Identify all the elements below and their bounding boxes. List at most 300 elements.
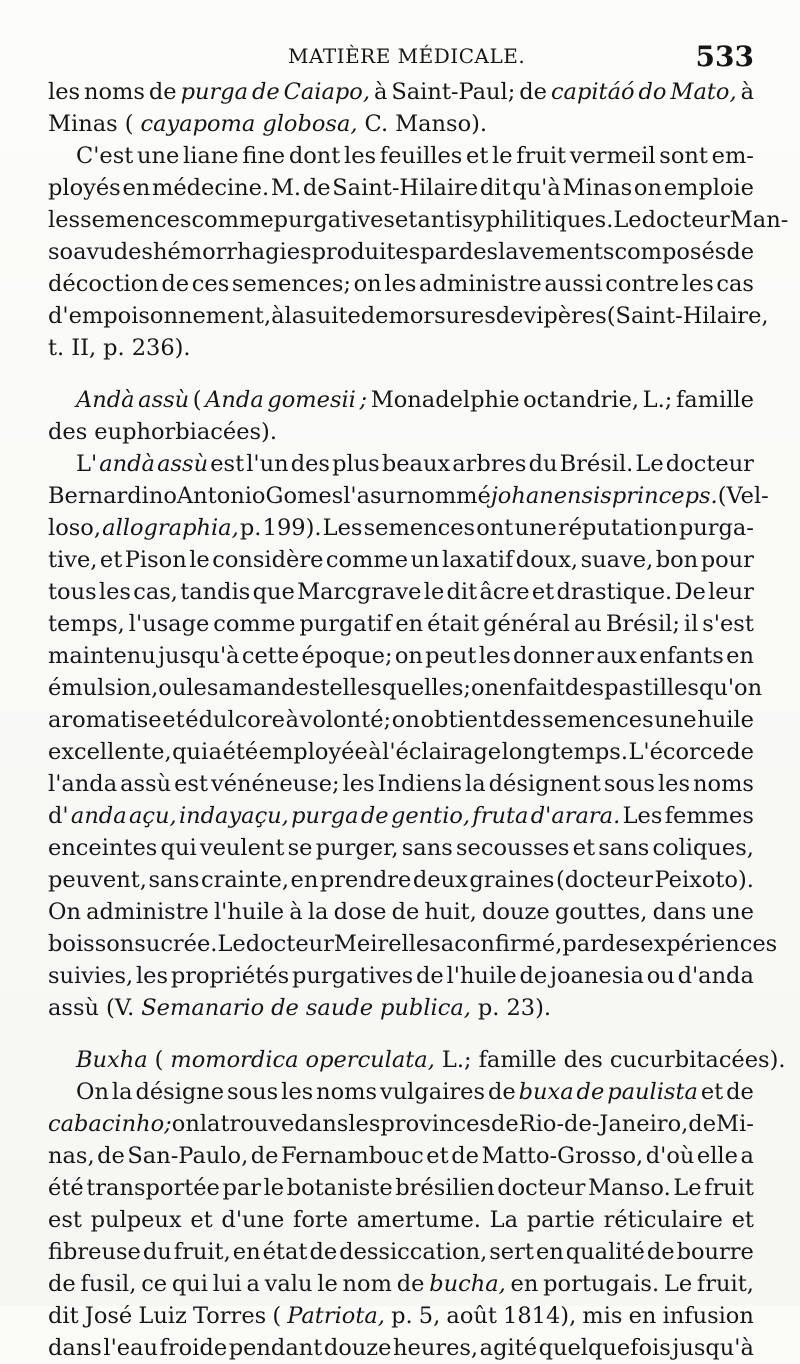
word: liane (183, 143, 239, 169)
word: Caiapo, (283, 79, 370, 105)
word: prendre (319, 867, 412, 893)
word: amertume. (356, 1207, 481, 1233)
word: dont (288, 143, 341, 169)
word: huit, (424, 899, 477, 925)
word: sans (148, 867, 200, 893)
word: les (342, 771, 375, 797)
word: saude (305, 995, 374, 1021)
word: Le (217, 931, 246, 957)
word: quelles; (381, 675, 471, 701)
word: p. (239, 515, 262, 541)
text-line (48, 480, 769, 512)
word: de (391, 899, 420, 925)
word: un (410, 547, 440, 573)
word: agité (479, 1335, 538, 1361)
word: de (416, 963, 444, 989)
word: trouve (220, 1111, 295, 1137)
word: par (222, 1175, 262, 1201)
word: Mato, (670, 79, 737, 105)
word: suivies, (48, 963, 134, 989)
word: est (48, 1207, 82, 1233)
word: sous (603, 771, 655, 797)
word: L'écorce (628, 739, 726, 765)
word: ( (154, 1047, 164, 1073)
word: il (683, 611, 699, 637)
word: des (48, 419, 88, 445)
word: le (189, 547, 210, 573)
word: des (458, 239, 499, 265)
word: de (726, 239, 755, 265)
word: p. (103, 335, 125, 361)
word: 199). (262, 515, 322, 541)
word: décoction (48, 271, 159, 297)
word: paulista (607, 1079, 698, 1105)
text-line (48, 1140, 754, 1172)
word: l'huile (446, 963, 517, 989)
word: tandis (180, 579, 251, 605)
word: docteur (641, 207, 730, 233)
word: comme (191, 207, 274, 233)
word: une (654, 707, 697, 733)
word: août (446, 1303, 497, 1329)
word: Indiens (377, 771, 462, 797)
word: princeps. (611, 483, 718, 509)
word: docteur (497, 1175, 586, 1201)
word: de (250, 1143, 279, 1169)
word: Saint-Paul; (391, 79, 516, 105)
word: so (48, 239, 74, 265)
word: Les (622, 803, 663, 829)
word: de (309, 1239, 338, 1265)
word: qui (172, 739, 209, 765)
word: qualité (565, 1239, 645, 1265)
word: surnommé (369, 483, 491, 509)
word: leur (708, 579, 754, 605)
word: de (271, 995, 299, 1021)
word: été (48, 1175, 84, 1201)
word: fruit, (696, 1271, 754, 1297)
word: transportée (86, 1175, 220, 1201)
word: les (478, 643, 511, 669)
text-line (48, 928, 778, 960)
word: San-Paulo, (127, 1143, 249, 1169)
word: (docteur (556, 867, 653, 893)
word: composés (614, 239, 727, 265)
word: qui (171, 1271, 208, 1297)
word: ployés (48, 175, 121, 201)
word: de (302, 175, 331, 201)
word: buxa (518, 1079, 574, 1105)
word: désigne (135, 1079, 225, 1105)
word: Luiz (138, 1303, 187, 1329)
word: dit (479, 175, 511, 201)
word: réputation (557, 515, 678, 541)
word: confirmé, (454, 931, 563, 957)
word: femmes (664, 803, 754, 829)
word: jusqu'à (672, 1335, 754, 1361)
text-line (48, 832, 754, 864)
word: sert (489, 1239, 534, 1265)
word: purgatif (299, 611, 392, 637)
word: vipères (523, 303, 607, 329)
word: provinces (380, 1111, 491, 1137)
text-line (48, 384, 754, 416)
word: cette (241, 643, 300, 669)
word: Patriota, (287, 1303, 385, 1329)
word: 23). (506, 995, 552, 1021)
word: a (208, 739, 223, 765)
word: allographia, (102, 515, 239, 541)
word: excellente, (48, 739, 172, 765)
text-line (48, 448, 754, 480)
word: se (287, 835, 313, 861)
word: de (360, 803, 389, 829)
word: à (271, 303, 285, 329)
word: purgatives (273, 207, 395, 233)
word: octandrie, (523, 387, 640, 413)
word: Minas (48, 111, 118, 137)
word: bourre (676, 1239, 754, 1265)
word: Torres (193, 1303, 267, 1329)
word: elle (696, 1143, 738, 1169)
word: des (563, 1047, 603, 1073)
word: secousses (455, 835, 570, 861)
text-line (48, 608, 754, 640)
word: de (487, 1079, 516, 1105)
word: produites (311, 239, 421, 265)
text-line (48, 736, 754, 768)
word: ou (646, 963, 675, 989)
word: de (251, 79, 280, 105)
word: qu'à (512, 175, 561, 201)
word: médecine. (152, 175, 270, 201)
word: ( (124, 111, 134, 137)
word: et (466, 143, 489, 169)
word: l'éclairage (382, 739, 502, 765)
word: froide (159, 1335, 228, 1361)
text-line (48, 1204, 754, 1236)
word: L' (76, 451, 98, 477)
word: les (681, 271, 714, 297)
word: telles (320, 675, 382, 701)
text-line (48, 1108, 754, 1140)
word: aromatise (48, 707, 162, 733)
text-line (48, 172, 754, 204)
word: d'où (645, 1143, 695, 1169)
word: cabacinho; (48, 1111, 172, 1137)
word: et (572, 835, 596, 861)
word: suite (305, 303, 361, 329)
word: contre (605, 271, 680, 297)
word: les (186, 675, 219, 701)
word: Antonio (176, 483, 266, 509)
word: dans (652, 899, 707, 925)
word: en (510, 1271, 539, 1297)
word: de (688, 1111, 717, 1137)
word: l'usage (128, 611, 210, 637)
word: peuvent, (48, 867, 147, 893)
word: pour (700, 547, 754, 573)
word: On (76, 1079, 109, 1105)
word: vénéneuse; (211, 771, 340, 797)
word: de (451, 1143, 479, 1169)
word: les (48, 79, 81, 105)
word: propriétés (170, 963, 290, 989)
word: de (726, 1079, 754, 1105)
word: les (135, 963, 169, 989)
word: de (519, 963, 548, 989)
word: bon (655, 547, 699, 573)
word: les (281, 1079, 314, 1105)
word: une (514, 515, 557, 541)
word: heures, (393, 1335, 479, 1361)
word: de (491, 1111, 519, 1137)
word: employée (258, 739, 368, 765)
word: Semanario (141, 995, 265, 1021)
word: cas (716, 271, 754, 297)
word: suave, (580, 547, 654, 573)
word: d'anda (677, 963, 754, 989)
word: noms (693, 771, 754, 797)
text-line (48, 512, 754, 544)
word: au (573, 611, 602, 637)
word: les (657, 771, 691, 797)
running-title: MATIÈRE MÉDICALE. (288, 44, 526, 68)
word: joanesia (549, 963, 644, 989)
word: à (373, 79, 388, 105)
word: désignent (488, 771, 601, 797)
word: expériences (640, 931, 778, 957)
word: donner (513, 643, 595, 669)
word: purgatives (291, 963, 414, 989)
word: purga- (678, 515, 754, 541)
word: operculata, (305, 1047, 435, 1073)
word: loso, (48, 515, 101, 541)
word: José (84, 1303, 133, 1329)
word: de (148, 79, 177, 105)
word: les (48, 207, 81, 233)
word: Peixoto). (654, 867, 754, 893)
word: le (492, 143, 513, 169)
word: douze (482, 899, 550, 925)
word: Matto-Grosso, (481, 1143, 644, 1169)
word: a (740, 1143, 754, 1169)
word: fine (242, 143, 286, 169)
word: a (440, 931, 455, 957)
word: du (142, 1239, 172, 1265)
word: émulsion, (48, 675, 159, 701)
word: Le (663, 1271, 693, 1297)
word: partie (526, 1207, 595, 1233)
word: édulcore (185, 707, 285, 733)
word: (V. (106, 995, 135, 1021)
text-line (48, 1172, 754, 1204)
word: douze (323, 1335, 392, 1361)
word: été (222, 739, 259, 765)
word: crainte, (201, 867, 289, 893)
text-line (48, 960, 754, 992)
word: C'est (76, 143, 134, 169)
word: l'eau (103, 1335, 159, 1361)
word: Marcgrave (297, 579, 422, 605)
word: les (98, 579, 131, 605)
word: laxatif (442, 547, 514, 573)
word: Buxha (76, 1047, 148, 1073)
word: d'une (221, 1207, 285, 1233)
word: semences (80, 207, 192, 233)
word: fruit (704, 1175, 754, 1201)
word: brésilien (395, 1175, 495, 1201)
word: à (368, 739, 382, 765)
word: ce (141, 1271, 168, 1297)
word: enfants (639, 643, 724, 669)
word: famille (675, 387, 754, 413)
word: à (740, 79, 754, 105)
word: cas, (133, 579, 178, 605)
word: le (263, 1175, 285, 1201)
word: vu (86, 239, 114, 265)
word: l'huile (213, 899, 285, 925)
text-line (48, 1044, 786, 1076)
word: graines (469, 867, 555, 893)
word: p. (477, 995, 500, 1021)
word: Anda (205, 387, 264, 413)
word: qui (160, 835, 197, 861)
word: comme (213, 611, 296, 637)
word: époque; (301, 643, 393, 669)
word: fruta (472, 803, 529, 829)
word: le (317, 1271, 338, 1297)
word: Bernardino (48, 483, 177, 509)
word: en (290, 867, 319, 893)
word: nom (342, 1271, 392, 1297)
word: ( (272, 1303, 282, 1329)
word: La (489, 1207, 518, 1233)
word: le (423, 579, 445, 605)
word: en (628, 1303, 657, 1329)
word: andà (99, 451, 155, 477)
word: maintenu (48, 643, 156, 669)
word: on (470, 675, 500, 701)
text-line (48, 704, 754, 736)
text-line (48, 544, 754, 576)
word: des (600, 931, 641, 957)
word: bucha, (429, 1271, 506, 1297)
word: du (528, 451, 558, 477)
word: et (162, 707, 185, 733)
word: on (391, 707, 420, 733)
word: globosa, (262, 111, 358, 137)
text-line (48, 1236, 754, 1268)
word: infusion (662, 1303, 754, 1329)
word: de (97, 1143, 125, 1169)
word: d'arara. (530, 803, 621, 829)
word: tive, (48, 547, 98, 573)
word: une (137, 143, 180, 169)
text-line (48, 864, 754, 896)
word: obtient (420, 707, 502, 733)
word: assù (138, 387, 190, 413)
word: et (731, 1207, 754, 1233)
word: on (633, 175, 662, 201)
word: anda (70, 803, 127, 829)
word: veulent (199, 835, 285, 861)
word: dose (333, 899, 387, 925)
word: on (353, 271, 382, 297)
word: Manso. (587, 1175, 671, 1201)
word: 236). (131, 335, 191, 361)
word: en (499, 675, 527, 701)
word: ( (192, 387, 202, 413)
word: M. (270, 175, 302, 201)
word: est (210, 451, 245, 477)
word: cayapoma (140, 111, 256, 137)
word: et (99, 547, 123, 573)
word: nas, (48, 1143, 95, 1169)
text-line (48, 332, 754, 364)
word: feuilles (379, 143, 463, 169)
word: gomesii (267, 387, 356, 413)
word: fait (526, 675, 565, 701)
word: dans (294, 1111, 349, 1137)
word: et (190, 1207, 213, 1233)
word: fruit (516, 143, 567, 169)
word: de (495, 303, 524, 329)
word: en (535, 1239, 564, 1265)
word: de (576, 1079, 605, 1105)
word: dessiccation, (339, 1239, 488, 1265)
word: aux (596, 643, 637, 669)
text-line (48, 300, 769, 332)
word: l'un (246, 451, 289, 477)
word: Fernambouc (281, 1143, 424, 1169)
word: publica, (380, 995, 471, 1021)
word: arbres (452, 451, 527, 477)
word: Mi- (716, 1111, 754, 1137)
word: en (395, 611, 424, 637)
word: de (726, 739, 754, 765)
word: était (427, 611, 480, 637)
word: est (174, 771, 209, 797)
word: des (564, 675, 605, 701)
word: administre (86, 899, 209, 925)
word: gentio, (390, 803, 471, 829)
word: général (483, 611, 570, 637)
text-line (48, 416, 754, 448)
word: fusil, (80, 1271, 137, 1297)
word: De (674, 579, 706, 605)
word: pastilles (604, 675, 699, 701)
word: considère (212, 547, 324, 573)
text-line (48, 204, 789, 236)
page-number: 533 (695, 40, 754, 73)
word: d'empoisonnement, (48, 303, 272, 329)
word: II, (71, 335, 97, 361)
word: p. (391, 1303, 413, 1329)
word: la (307, 899, 329, 925)
word: d' (48, 803, 69, 829)
word: doux, (515, 547, 579, 573)
word: ont (476, 515, 514, 541)
word: par (562, 931, 601, 957)
word: plus (332, 451, 380, 477)
word: lavements (498, 239, 615, 265)
word: vulgaires (379, 1079, 486, 1105)
word: l'anda (48, 771, 118, 797)
word: cucurbitacées). (609, 1047, 786, 1073)
word: la (111, 1079, 133, 1105)
word: sous (227, 1079, 279, 1105)
